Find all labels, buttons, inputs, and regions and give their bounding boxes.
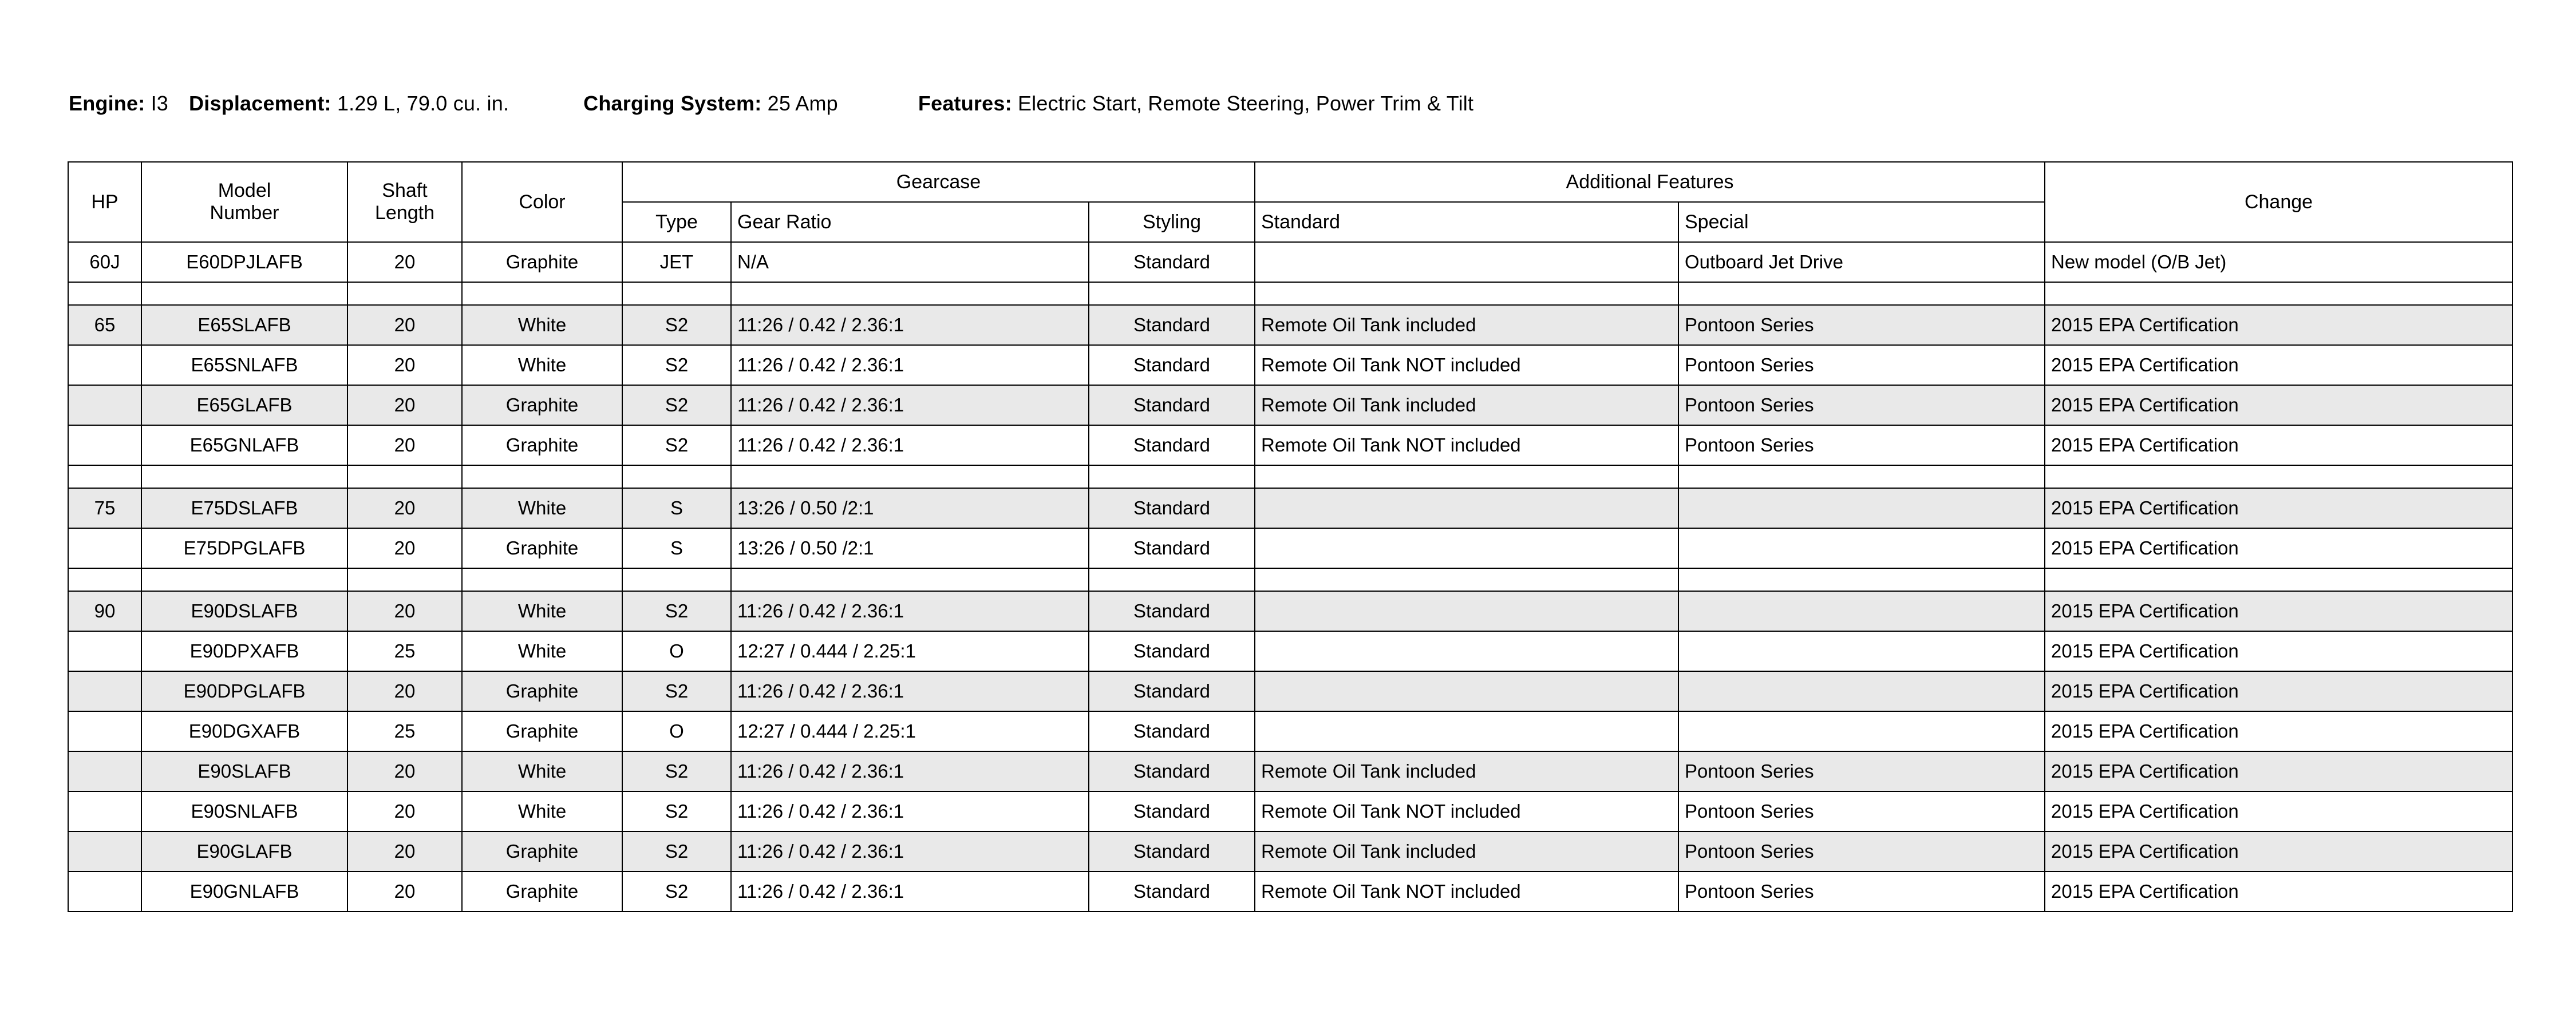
table-row xyxy=(68,871,2512,912)
cell-styling: Standard xyxy=(1089,631,1255,671)
table-header xyxy=(68,162,2512,242)
cell-change: 2015 EPA Certification xyxy=(2045,671,2512,711)
cell-model-number: E90SNLAFB xyxy=(141,791,347,831)
cell-shaft-length: 20 xyxy=(347,671,462,711)
cell-styling: Standard xyxy=(1089,345,1255,385)
cell-standard-features: Remote Oil Tank NOT included xyxy=(1255,345,1678,385)
cell-gearcase-type: S xyxy=(622,488,731,528)
cell-hp xyxy=(68,631,141,671)
spacer-cell xyxy=(347,282,462,305)
cell-change: 2015 EPA Certification xyxy=(2045,385,2512,425)
cell-shaft-length: 20 xyxy=(347,305,462,345)
model-spec-table xyxy=(68,161,2513,912)
cell-special-features: Pontoon Series xyxy=(1678,751,2045,791)
cell-model-number: E90SLAFB xyxy=(141,751,347,791)
cell-change: 2015 EPA Certification xyxy=(2045,871,2512,912)
cell-standard-features xyxy=(1255,671,1678,711)
cell-shaft-length: 20 xyxy=(347,345,462,385)
cell-gear-ratio: 13:26 / 0.50 /2:1 xyxy=(731,488,1089,528)
table-row xyxy=(68,425,2512,465)
cell-gearcase-type: S2 xyxy=(622,425,731,465)
spacer-cell xyxy=(1678,568,2045,591)
cell-hp: 60J xyxy=(68,242,141,282)
cell-color: Graphite xyxy=(462,425,622,465)
cell-shaft-length: 25 xyxy=(347,711,462,751)
spacer-cell xyxy=(2045,465,2512,488)
engine-label: Engine: xyxy=(69,92,145,115)
column-header-standard: Standard xyxy=(1255,202,1678,242)
cell-shaft-length: 20 xyxy=(347,425,462,465)
cell-gear-ratio: 11:26 / 0.42 / 2.36:1 xyxy=(731,345,1089,385)
cell-standard-features: Remote Oil Tank NOT included xyxy=(1255,425,1678,465)
cell-styling: Standard xyxy=(1089,671,1255,711)
spacer-cell xyxy=(68,282,141,305)
column-header-model-line2: Number xyxy=(210,202,279,224)
cell-gearcase-type: O xyxy=(622,711,731,751)
cell-color: Graphite xyxy=(462,385,622,425)
cell-color: Graphite xyxy=(462,711,622,751)
cell-standard-features: Remote Oil Tank NOT included xyxy=(1255,871,1678,912)
spacer-cell xyxy=(1089,465,1255,488)
column-header-shaft-line2: Length xyxy=(375,202,434,224)
column-header-shaft-length xyxy=(347,162,462,242)
displacement-label: Displacement: xyxy=(189,92,331,115)
engine-value: I3 xyxy=(151,92,169,115)
cell-gearcase-type: S xyxy=(622,528,731,568)
spacer-cell xyxy=(731,465,1089,488)
cell-standard-features: Remote Oil Tank included xyxy=(1255,831,1678,871)
cell-color: Graphite xyxy=(462,528,622,568)
spacer-cell xyxy=(347,465,462,488)
cell-shaft-length: 20 xyxy=(347,591,462,631)
cell-color: Graphite xyxy=(462,242,622,282)
cell-shaft-length: 20 xyxy=(347,488,462,528)
cell-gear-ratio: 11:26 / 0.42 / 2.36:1 xyxy=(731,305,1089,345)
cell-change: 2015 EPA Certification xyxy=(2045,591,2512,631)
cell-special-features xyxy=(1678,631,2045,671)
cell-color: Graphite xyxy=(462,671,622,711)
table-row xyxy=(68,305,2512,345)
displacement-spec xyxy=(189,92,509,116)
table-group-spacer-row xyxy=(68,568,2512,591)
cell-hp xyxy=(68,751,141,791)
cell-styling: Standard xyxy=(1089,831,1255,871)
group-header-gearcase: Gearcase xyxy=(622,162,1255,202)
group-header-additional-features: Additional Features xyxy=(1255,162,2045,202)
cell-gear-ratio: 11:26 / 0.42 / 2.36:1 xyxy=(731,871,1089,912)
cell-special-features: Outboard Jet Drive xyxy=(1678,242,2045,282)
cell-model-number: E65GLAFB xyxy=(141,385,347,425)
cell-special-features xyxy=(1678,528,2045,568)
table-row xyxy=(68,488,2512,528)
spacer-cell xyxy=(2045,568,2512,591)
features-spec xyxy=(918,92,1473,116)
cell-color: White xyxy=(462,591,622,631)
table-row xyxy=(68,631,2512,671)
cell-change: 2015 EPA Certification xyxy=(2045,488,2512,528)
cell-special-features: Pontoon Series xyxy=(1678,345,2045,385)
cell-change: 2015 EPA Certification xyxy=(2045,831,2512,871)
cell-styling: Standard xyxy=(1089,711,1255,751)
table-row xyxy=(68,242,2512,282)
cell-hp xyxy=(68,528,141,568)
cell-gearcase-type: S2 xyxy=(622,385,731,425)
spacer-cell xyxy=(1089,568,1255,591)
cell-hp: 65 xyxy=(68,305,141,345)
spacer-cell xyxy=(68,465,141,488)
cell-color: White xyxy=(462,751,622,791)
spacer-cell xyxy=(1678,282,2045,305)
cell-color: White xyxy=(462,305,622,345)
cell-styling: Standard xyxy=(1089,751,1255,791)
table-row xyxy=(68,751,2512,791)
cell-model-number: E65SNLAFB xyxy=(141,345,347,385)
cell-special-features: Pontoon Series xyxy=(1678,831,2045,871)
cell-model-number: E65SLAFB xyxy=(141,305,347,345)
engine-spec xyxy=(69,92,168,116)
cell-model-number: E90DGXAFB xyxy=(141,711,347,751)
cell-hp xyxy=(68,385,141,425)
cell-special-features xyxy=(1678,488,2045,528)
column-header-type: Type xyxy=(622,202,731,242)
spacer-cell xyxy=(141,465,347,488)
spacer-cell xyxy=(462,282,622,305)
column-header-styling: Styling xyxy=(1089,202,1255,242)
cell-shaft-length: 20 xyxy=(347,242,462,282)
cell-styling: Standard xyxy=(1089,871,1255,912)
table-group-spacer-row xyxy=(68,282,2512,305)
cell-special-features xyxy=(1678,711,2045,751)
spacer-cell xyxy=(141,568,347,591)
cell-gearcase-type: S2 xyxy=(622,751,731,791)
column-header-shaft-line1: Shaft xyxy=(382,180,428,201)
features-value: Electric Start, Remote Steering, Power Trim & Tilt xyxy=(1017,92,1474,115)
table-row xyxy=(68,671,2512,711)
column-header-hp: HP xyxy=(68,162,141,242)
cell-special-features: Pontoon Series xyxy=(1678,425,2045,465)
cell-styling: Standard xyxy=(1089,528,1255,568)
spacer-cell xyxy=(731,282,1089,305)
cell-shaft-length: 20 xyxy=(347,751,462,791)
cell-gearcase-type: S2 xyxy=(622,591,731,631)
spacer-cell xyxy=(622,568,731,591)
cell-styling: Standard xyxy=(1089,488,1255,528)
cell-model-number: E65GNLAFB xyxy=(141,425,347,465)
cell-gear-ratio: 11:26 / 0.42 / 2.36:1 xyxy=(731,831,1089,871)
spacer-cell xyxy=(1255,568,1678,591)
cell-styling: Standard xyxy=(1089,425,1255,465)
cell-gear-ratio: N/A xyxy=(731,242,1089,282)
charging-system-label: Charging System: xyxy=(583,92,762,115)
cell-gear-ratio: 11:26 / 0.42 / 2.36:1 xyxy=(731,385,1089,425)
cell-change: 2015 EPA Certification xyxy=(2045,751,2512,791)
cell-standard-features xyxy=(1255,591,1678,631)
features-label: Features: xyxy=(918,92,1012,115)
cell-color: White xyxy=(462,631,622,671)
cell-color: White xyxy=(462,791,622,831)
cell-gear-ratio: 11:26 / 0.42 / 2.36:1 xyxy=(731,671,1089,711)
spacer-cell xyxy=(622,282,731,305)
spacer-cell xyxy=(1255,282,1678,305)
spacer-cell xyxy=(68,568,141,591)
cell-standard-features xyxy=(1255,631,1678,671)
cell-special-features: Pontoon Series xyxy=(1678,385,2045,425)
table-row xyxy=(68,591,2512,631)
cell-styling: Standard xyxy=(1089,305,1255,345)
cell-model-number: E75DSLAFB xyxy=(141,488,347,528)
table-row xyxy=(68,711,2512,751)
cell-gearcase-type: S2 xyxy=(622,871,731,912)
cell-styling: Standard xyxy=(1089,791,1255,831)
table-row xyxy=(68,345,2512,385)
cell-styling: Standard xyxy=(1089,385,1255,425)
cell-hp xyxy=(68,791,141,831)
cell-gear-ratio: 12:27 / 0.444 / 2.25:1 xyxy=(731,631,1089,671)
spacer-cell xyxy=(622,465,731,488)
cell-color: Graphite xyxy=(462,871,622,912)
cell-hp: 75 xyxy=(68,488,141,528)
cell-styling: Standard xyxy=(1089,242,1255,282)
cell-gearcase-type: JET xyxy=(622,242,731,282)
cell-hp xyxy=(68,871,141,912)
spacer-cell xyxy=(2045,282,2512,305)
cell-gearcase-type: S2 xyxy=(622,831,731,871)
spacer-cell xyxy=(462,465,622,488)
column-header-special: Special xyxy=(1678,202,2045,242)
cell-hp: 90 xyxy=(68,591,141,631)
spacer-cell xyxy=(1089,282,1255,305)
cell-styling: Standard xyxy=(1089,591,1255,631)
cell-change: 2015 EPA Certification xyxy=(2045,425,2512,465)
spacer-cell xyxy=(462,568,622,591)
cell-hp xyxy=(68,671,141,711)
table-header-row-1 xyxy=(68,162,2512,202)
spacer-cell xyxy=(731,568,1089,591)
cell-gear-ratio: 11:26 / 0.42 / 2.36:1 xyxy=(731,425,1089,465)
displacement-value: 1.29 L, 79.0 cu. in. xyxy=(337,92,509,115)
column-header-color: Color xyxy=(462,162,622,242)
cell-gear-ratio: 12:27 / 0.444 / 2.25:1 xyxy=(731,711,1089,751)
cell-model-number: E90DPGLAFB xyxy=(141,671,347,711)
cell-standard-features xyxy=(1255,711,1678,751)
engine-specs-line xyxy=(69,92,1473,116)
cell-standard-features xyxy=(1255,528,1678,568)
table-body xyxy=(68,242,2512,912)
cell-gearcase-type: O xyxy=(622,631,731,671)
column-header-model-line1: Model xyxy=(218,180,271,201)
cell-gearcase-type: S2 xyxy=(622,305,731,345)
table-row xyxy=(68,831,2512,871)
cell-hp xyxy=(68,425,141,465)
cell-hp xyxy=(68,831,141,871)
cell-model-number: E75DPGLAFB xyxy=(141,528,347,568)
cell-hp xyxy=(68,711,141,751)
cell-special-features: Pontoon Series xyxy=(1678,791,2045,831)
cell-special-features xyxy=(1678,671,2045,711)
cell-change: 2015 EPA Certification xyxy=(2045,345,2512,385)
cell-special-features: Pontoon Series xyxy=(1678,871,2045,912)
cell-gear-ratio: 13:26 / 0.50 /2:1 xyxy=(731,528,1089,568)
cell-special-features: Pontoon Series xyxy=(1678,305,2045,345)
table-row xyxy=(68,385,2512,425)
cell-change: 2015 EPA Certification xyxy=(2045,631,2512,671)
column-header-model-number xyxy=(141,162,347,242)
cell-change: New model (O/B Jet) xyxy=(2045,242,2512,282)
cell-shaft-length: 20 xyxy=(347,871,462,912)
charging-system-value: 25 Amp xyxy=(767,92,838,115)
spacer-cell xyxy=(1255,465,1678,488)
table-row xyxy=(68,791,2512,831)
cell-standard-features xyxy=(1255,242,1678,282)
cell-gearcase-type: S2 xyxy=(622,345,731,385)
cell-gearcase-type: S2 xyxy=(622,671,731,711)
cell-gear-ratio: 11:26 / 0.42 / 2.36:1 xyxy=(731,591,1089,631)
spacer-cell xyxy=(141,282,347,305)
cell-model-number: E90GLAFB xyxy=(141,831,347,871)
cell-change: 2015 EPA Certification xyxy=(2045,528,2512,568)
cell-model-number: E90GNLAFB xyxy=(141,871,347,912)
cell-shaft-length: 20 xyxy=(347,791,462,831)
cell-gear-ratio: 11:26 / 0.42 / 2.36:1 xyxy=(731,751,1089,791)
cell-color: White xyxy=(462,345,622,385)
cell-model-number: E60DPJLAFB xyxy=(141,242,347,282)
cell-color: Graphite xyxy=(462,831,622,871)
column-header-change: Change xyxy=(2045,162,2512,242)
cell-standard-features: Remote Oil Tank included xyxy=(1255,305,1678,345)
cell-change: 2015 EPA Certification xyxy=(2045,711,2512,751)
cell-shaft-length: 20 xyxy=(347,528,462,568)
charging-system-spec xyxy=(583,92,838,116)
cell-shaft-length: 20 xyxy=(347,831,462,871)
table-group-spacer-row xyxy=(68,465,2512,488)
cell-model-number: E90DPXAFB xyxy=(141,631,347,671)
cell-standard-features: Remote Oil Tank NOT included xyxy=(1255,791,1678,831)
cell-change: 2015 EPA Certification xyxy=(2045,305,2512,345)
cell-change: 2015 EPA Certification xyxy=(2045,791,2512,831)
cell-special-features xyxy=(1678,591,2045,631)
cell-gearcase-type: S2 xyxy=(622,791,731,831)
cell-standard-features: Remote Oil Tank included xyxy=(1255,751,1678,791)
cell-hp xyxy=(68,345,141,385)
cell-standard-features xyxy=(1255,488,1678,528)
cell-color: White xyxy=(462,488,622,528)
column-header-gear-ratio: Gear Ratio xyxy=(731,202,1089,242)
table-row xyxy=(68,528,2512,568)
cell-shaft-length: 25 xyxy=(347,631,462,671)
cell-standard-features: Remote Oil Tank included xyxy=(1255,385,1678,425)
spacer-cell xyxy=(347,568,462,591)
cell-model-number: E90DSLAFB xyxy=(141,591,347,631)
cell-shaft-length: 20 xyxy=(347,385,462,425)
cell-gear-ratio: 11:26 / 0.42 / 2.36:1 xyxy=(731,791,1089,831)
spacer-cell xyxy=(1678,465,2045,488)
